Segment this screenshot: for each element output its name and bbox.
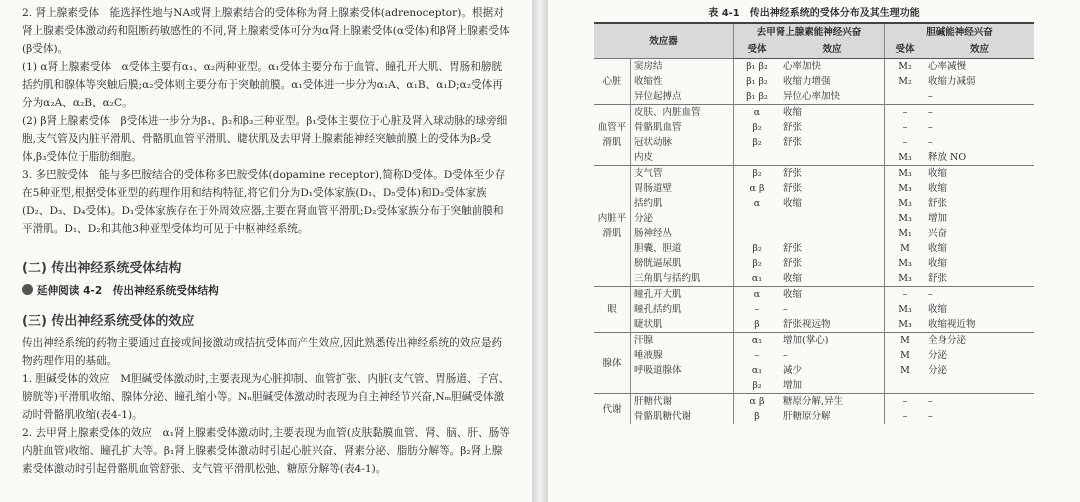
adrenergic-effect-cell: 舒张 (780, 166, 885, 182)
table-row (594, 317, 1034, 333)
adrenergic-effect-cell: 减少 (783, 365, 803, 376)
effector-cell: 三角肌与括约肌 (634, 273, 701, 284)
cholinergic-effect-cell: 收缩力减弱 (928, 76, 976, 87)
header-adrenergic-effect: 效应 (780, 41, 885, 59)
header-cholinergic: 胆碱能神经兴奋 (885, 23, 1035, 41)
adrenergic-receptor-cell: β (734, 317, 781, 333)
cholinergic-receptor-cell: M₃ (885, 302, 926, 317)
organ-cell: 血管平滑肌 (594, 105, 631, 166)
organ-cell: 心脏 (594, 59, 631, 105)
table-row (594, 181, 1034, 196)
adrenergic-effect-cell: 糖原分解,异生 (780, 394, 885, 410)
cholinergic-effect-cell (925, 378, 1034, 394)
effector-cell: 胃肠道壁 (634, 183, 673, 194)
cholinergic-effect-cell: – (925, 287, 1034, 303)
cholinergic-effect-cell: 收缩视近物 (928, 319, 976, 330)
adrenergic-effect-cell: 增加(掌心) (780, 333, 885, 349)
right-page (548, 0, 1080, 502)
adrenergic-effect-cell: – (783, 304, 788, 315)
adrenergic-receptor-cell: α (734, 287, 781, 303)
adrenergic-receptor-cell (734, 211, 781, 226)
adrenergic-receptor-cell: β₂ (734, 120, 781, 135)
header-cholinergic-receptor: 受体 (885, 41, 926, 59)
cholinergic-receptor-cell (885, 378, 926, 394)
effector-cell: 胆囊、胆道 (634, 243, 682, 254)
cholinergic-effect-cell: 心率减慢 (925, 59, 1034, 75)
cholinergic-effect-cell: 收缩 (928, 183, 948, 194)
adrenergic-receptor-cell: α (734, 105, 781, 121)
adrenergic-effect-cell (780, 150, 885, 166)
adrenergic-receptor-cell (734, 226, 781, 241)
adrenergic-receptor-cell: β₂ (734, 241, 781, 256)
cholinergic-effect-cell: 分泌 (928, 350, 948, 361)
table-row (594, 120, 1034, 135)
organ-cell: 腺体 (594, 333, 631, 394)
header-effector: 效应器 (594, 23, 734, 59)
table-row (594, 363, 1034, 378)
table-row (594, 226, 1034, 241)
cholinergic-effect-cell: 收缩 (928, 304, 948, 315)
adrenergic-effect-cell: 增加 (783, 380, 803, 391)
adrenergic-receptor-cell: α₁ (734, 271, 781, 287)
table-row (594, 333, 1034, 349)
adrenergic-effect-cell (780, 211, 885, 226)
paragraph-alpha-receptor: (1) α肾上腺素受体 α受体主要有α₁、α₂两种亚型。α₁受体主要分布于血管、瞳孔开大肌、胃肠和膀胱括约肌和腺体等突触后膜;α₂受体则主要分布于突触前膜。α₁受体进一步分为α₁A、α₁B、α₁D;α₂受体再分为α₂A、α₂B、α₂C。 (22, 61, 503, 109)
cholinergic-receptor-cell: – (885, 105, 926, 121)
effector-cell: 肝糖代谢 (631, 394, 734, 410)
section-heading-structure: (二) 传出神经系统受体结构 (22, 261, 182, 276)
table-row (594, 135, 1034, 150)
adrenergic-receptor-cell: – (734, 302, 781, 317)
cholinergic-receptor-cell: M₃ (885, 211, 926, 226)
cholinergic-effect-cell: 收缩 (928, 243, 948, 254)
cholinergic-effect-cell: 增加 (928, 213, 948, 224)
left-page (0, 0, 532, 502)
section-heading-effects: (三) 传出神经系统受体的效应 (22, 314, 195, 329)
adrenergic-effect-cell: 心率加快 (780, 59, 885, 75)
adrenergic-receptor-cell: α₁ (734, 363, 781, 378)
adrenergic-receptor-cell: β₁ β₂ (734, 74, 781, 89)
adrenergic-effect-cell: 收缩 (780, 105, 885, 121)
cholinergic-receptor-cell: – (885, 287, 926, 303)
adrenergic-receptor-cell: α β (734, 181, 781, 196)
adrenergic-receptor-cell: β₂ (734, 378, 781, 394)
effector-cell: 异位起搏点 (634, 91, 682, 102)
effector-cell: 冠状动脉 (634, 137, 673, 148)
table-row (594, 105, 1034, 121)
table-row (594, 256, 1034, 271)
effector-cell: 骨骼肌血管 (634, 122, 682, 133)
adrenergic-receptor-cell (734, 150, 781, 166)
adrenergic-effect-cell: 舒张 (783, 122, 803, 133)
effector-cell: 皮肤、内脏血管 (631, 105, 734, 121)
cholinergic-receptor-cell: M (885, 333, 926, 349)
book-icon (22, 284, 33, 295)
effector-cell: 窦房结 (631, 59, 734, 75)
header-cholinergic-effect: 效应 (925, 41, 1034, 59)
effector-cell: 分泌 (634, 213, 654, 224)
table-row (594, 271, 1034, 287)
adrenergic-effect-cell: 肝糖原分解 (783, 411, 831, 422)
table-row (594, 166, 1034, 182)
adrenergic-receptor-cell: β₂ (734, 256, 781, 271)
cholinergic-receptor-cell: – (885, 135, 926, 150)
effector-cell: 括约肌 (634, 198, 663, 209)
effector-cell: 肠神经丛 (634, 228, 673, 239)
adrenergic-effect-cell (780, 226, 885, 241)
effector-cell: 支气管 (631, 166, 734, 182)
table-row (594, 89, 1034, 105)
cholinergic-receptor-cell: M₃ (885, 181, 926, 196)
cholinergic-effect-cell: 收缩 (925, 166, 1034, 182)
adrenergic-effect-cell: 收缩 (783, 273, 803, 284)
cholinergic-receptor-cell: M₃ (885, 256, 926, 271)
adrenergic-effect-cell: 收缩力增强 (783, 76, 831, 87)
adrenergic-receptor-cell: β (734, 409, 781, 424)
cholinergic-effect-cell: – (928, 91, 933, 102)
paragraph-beta-receptor: (2) β肾上腺素受体 β受体进一步分为β₁、β₂和β₃三种亚型。β₁受体主要位于心脏及肾入球动脉的球旁细胞,支气管及内脏平滑肌、骨骼肌血管平滑肌、睫状肌及去甲肾上腺素能神经突触前膜上的受体为β₂受体,β₃受体位于脂肪细胞。 (22, 115, 508, 163)
paragraph-cholinergic-effects: 1. 胆碱受体的效应 M胆碱受体激动时,主要表现为心脏抑制、血管扩张、内脏(支气管、胃肠道、子宫、膀胱等)平滑肌收缩、腺体分泌、瞳孔缩小等。Nₙ胆碱受体激动时表现为自主神经节兴奋,Nₘ胆碱受体激动时骨骼肌收缩(表4-1)。 (22, 373, 510, 421)
effector-cell: 内皮 (634, 152, 654, 163)
organ-cell: 眼 (594, 287, 631, 333)
organ-cell: 代谢 (594, 394, 631, 425)
cholinergic-receptor-cell: M (885, 363, 926, 378)
adrenergic-effect-cell: 收缩 (780, 287, 885, 303)
table-row (594, 287, 1034, 303)
cholinergic-receptor-cell: – (885, 394, 926, 410)
effector-cell: 睫状肌 (634, 319, 663, 330)
cholinergic-effect-cell: – (928, 411, 933, 422)
effector-cell: 汗腺 (631, 333, 734, 349)
adrenergic-receptor-cell: β₁ β₂ (734, 89, 781, 105)
cholinergic-receptor-cell: M₃ (885, 317, 926, 333)
table-row (594, 241, 1034, 256)
cholinergic-effect-cell: 收缩 (928, 258, 948, 269)
effector-cell: 瞳孔开大肌 (631, 287, 734, 303)
paragraph-adrenergic-effects: 2. 去甲肾上腺素受体的效应 α₁肾上腺素受体激动时,主要表现为血管(皮肤黏膜血管、肾、脑、肝、肠等内脏血管)收缩、瞳孔扩大等。β₁肾上腺素受体激动时引起心脏兴奋、肾素分泌、脂肪分解等。β₂肾上腺素受体激动时引起骨骼肌血管舒张、支气管平滑肌松弛、糖原分解等(表4-1)。 (22, 427, 510, 475)
adrenergic-receptor-cell: β₁ β₂ (734, 59, 781, 75)
cholinergic-effect-cell: 兴奋 (928, 228, 948, 239)
cholinergic-receptor-cell: M₃ (885, 166, 926, 182)
effector-cell: 骨骼肌糖代谢 (634, 411, 692, 422)
paragraph-effects-intro: 传出神经系统的药物主要通过直接或间接激动或拮抗受体而产生效应,因此熟悉传出神经系统的效应是药物药理作用的基础。 (22, 337, 503, 367)
adrenergic-receptor-cell: – (734, 348, 781, 363)
cholinergic-receptor-cell (885, 89, 926, 105)
table-row (594, 211, 1034, 226)
table-row (594, 150, 1034, 166)
cholinergic-effect-cell: 释放 NO (928, 152, 967, 163)
adrenergic-effect-cell: 舒张 (783, 243, 803, 254)
effector-cell: 呼吸道腺体 (634, 365, 682, 376)
paragraph-dopamine-receptor: 3. 多巴胺受体 能与多巴胺结合的受体称多巴胺受体(dopamine receptor),简称D受体。D受体至少存在5种亚型,根据受体亚型的药理作用和结构特征,将它们分为D₁受体家族(D₁、D₅受体)和D₂受体家族(D₂、D₃、D₄受体)。D₁受体家族存在于外周效应器,主要在肾血管平滑肌;D₂受体家族分布于突触前膜和平滑肌。D₁、D₂和其他3种亚型受体均可见于中枢神经系统。 (22, 169, 506, 235)
cholinergic-effect-cell: 全身分泌 (925, 333, 1034, 349)
cholinergic-receptor-cell: M₃ (885, 150, 926, 166)
table-row (594, 302, 1034, 317)
table-caption: 表 4-1 传出神经系统的受体分布及其生理功能 (708, 8, 920, 19)
effector-cell: 唾液腺 (634, 350, 663, 361)
table-row (594, 348, 1034, 363)
paragraph-adrenoceptor: 2. 肾上腺素受体 能选择性地与NA或肾上腺素结合的受体称为肾上腺素受体(adrenoceptor)。根据对肾上腺素受体激动药和阻断药敏感性的不同,肾上腺素受体可分为α肾上腺素受体(α受体)和β肾上腺素受体(β受体)。 (22, 7, 510, 55)
cholinergic-effect-cell: 分泌 (928, 365, 948, 376)
cholinergic-effect-cell: – (925, 394, 1034, 410)
cholinergic-receptor-cell: – (885, 120, 926, 135)
extended-reading-label: 延伸阅读 4-2 传出神经系统受体结构 (37, 285, 219, 297)
cholinergic-receptor-cell: M₃ (885, 271, 926, 287)
table-row (594, 409, 1034, 424)
adrenergic-receptor-cell: α (734, 196, 781, 211)
adrenergic-receptor-cell: α β (734, 394, 781, 410)
adrenergic-effect-cell: – (783, 350, 788, 361)
table-row (594, 196, 1034, 211)
cholinergic-receptor-cell: M₂ (885, 74, 926, 89)
adrenergic-effect-cell: 异位心率加快 (783, 91, 841, 102)
cholinergic-receptor-cell: M (885, 241, 926, 256)
extended-reading-link (22, 283, 219, 298)
cholinergic-receptor-cell: – (885, 409, 926, 424)
cholinergic-effect-cell: – (928, 137, 933, 148)
adrenergic-receptor-cell: α₁ (734, 333, 781, 349)
adrenergic-effect-cell: 舒张 (783, 137, 803, 148)
cholinergic-effect-cell: 舒张 (928, 273, 948, 284)
organ-cell: 内脏平滑肌 (594, 166, 631, 287)
adrenergic-receptor-cell: β₂ (734, 166, 781, 182)
cholinergic-receptor-cell: M₃ (885, 196, 926, 211)
effector-cell: 膀胱逼尿肌 (634, 258, 682, 269)
table-body (594, 59, 1034, 425)
table-row (594, 394, 1034, 410)
adrenergic-receptor-cell: β₂ (734, 135, 781, 150)
cholinergic-receptor-cell: M (885, 348, 926, 363)
table-row (594, 59, 1034, 75)
effector-cell: 瞳孔括约肌 (634, 304, 682, 315)
cholinergic-effect-cell: – (928, 122, 933, 133)
receptor-table (594, 22, 1034, 424)
adrenergic-effect-cell: 舒张 (783, 183, 803, 194)
adrenergic-effect-cell: 舒张 (783, 258, 803, 269)
cholinergic-receptor-cell: M₂ (885, 59, 926, 75)
header-adrenergic: 去甲肾上腺素能神经兴奋 (734, 23, 885, 41)
cholinergic-effect-cell: 舒张 (928, 198, 948, 209)
adrenergic-effect-cell: 收缩 (783, 198, 803, 209)
header-adrenergic-receptor: 受体 (734, 41, 781, 59)
adrenergic-effect-cell: 舒张视远物 (783, 319, 831, 330)
effector-cell: 收缩性 (634, 76, 663, 87)
book-gutter (532, 0, 548, 502)
table-row (594, 378, 1034, 394)
cholinergic-effect-cell: – (925, 105, 1034, 121)
table-row (594, 74, 1034, 89)
effector-cell (631, 378, 734, 394)
cholinergic-receptor-cell: M₁ (885, 226, 926, 241)
